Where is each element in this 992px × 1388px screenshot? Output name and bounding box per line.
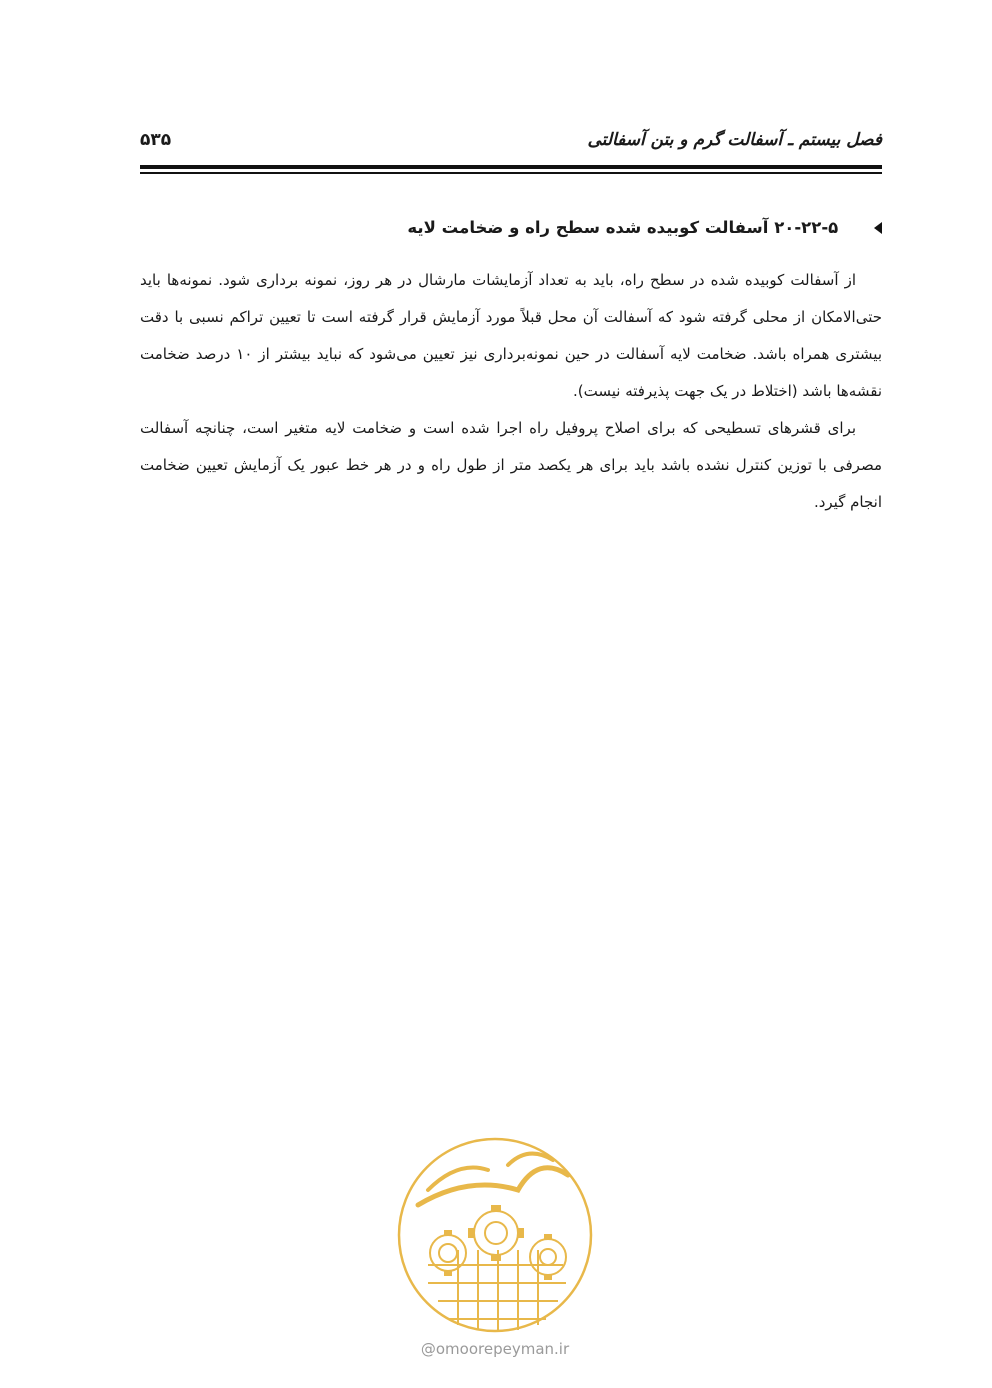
paragraph-2: برای قشرهای تسطیحی که برای اصلاح پروفیل راه اجرا شده است و ضخامت لایه متغیر است، چنانچه آسفالت مصرفی با توزین کنترل نشده باشد باید برای هر یکصد متر از طول راه و در هر خط عبور یک آزمایش تعیین ضخامت انجام گیرد. — [140, 419, 882, 511]
paragraph-1: از آسفالت کوبیده شده در سطح راه، باید به تعداد آزمایشات مارشال در هر روز، نمونه برداری شود. نمونه‌ها باید حتی‌الامکان از محلی گرفته شود که آسفالت آن محل قبلاً مورد آزمایش قرار گرفته است تا تعیین تراکم نسبی با دقت بیشتری همراه باشد. ضخامت لایه آسفالت در حین نمونه‌برداری نیز تعیین می‌شود که نباید بیشتر از ۱۰ درصد ضخامت نقشه‌ها باشد (اختلاط در یک جهت پذیرفته نیست). — [140, 271, 883, 400]
watermark-logo-graphic — [388, 1135, 602, 1335]
chapter-title: فصل بیستم ـ آسفالت گرم و بتن آسفالتی — [587, 130, 882, 150]
triangle-bullet-icon — [874, 222, 882, 234]
page-number: ۵۳۵ — [140, 130, 172, 150]
section-heading — [140, 218, 882, 237]
watermark-url: @omoorepeyman.ir — [420, 1340, 570, 1358]
section-heading-text: ۲۰-۲۲-۵ آسفالت کوبیده شده سطح راه و ضخامت لایه — [407, 218, 839, 237]
header-rule-thin — [140, 172, 882, 174]
watermark-logo — [388, 1135, 602, 1335]
running-header — [140, 128, 882, 158]
body-text — [140, 262, 882, 521]
header-rule-thick — [140, 165, 882, 169]
